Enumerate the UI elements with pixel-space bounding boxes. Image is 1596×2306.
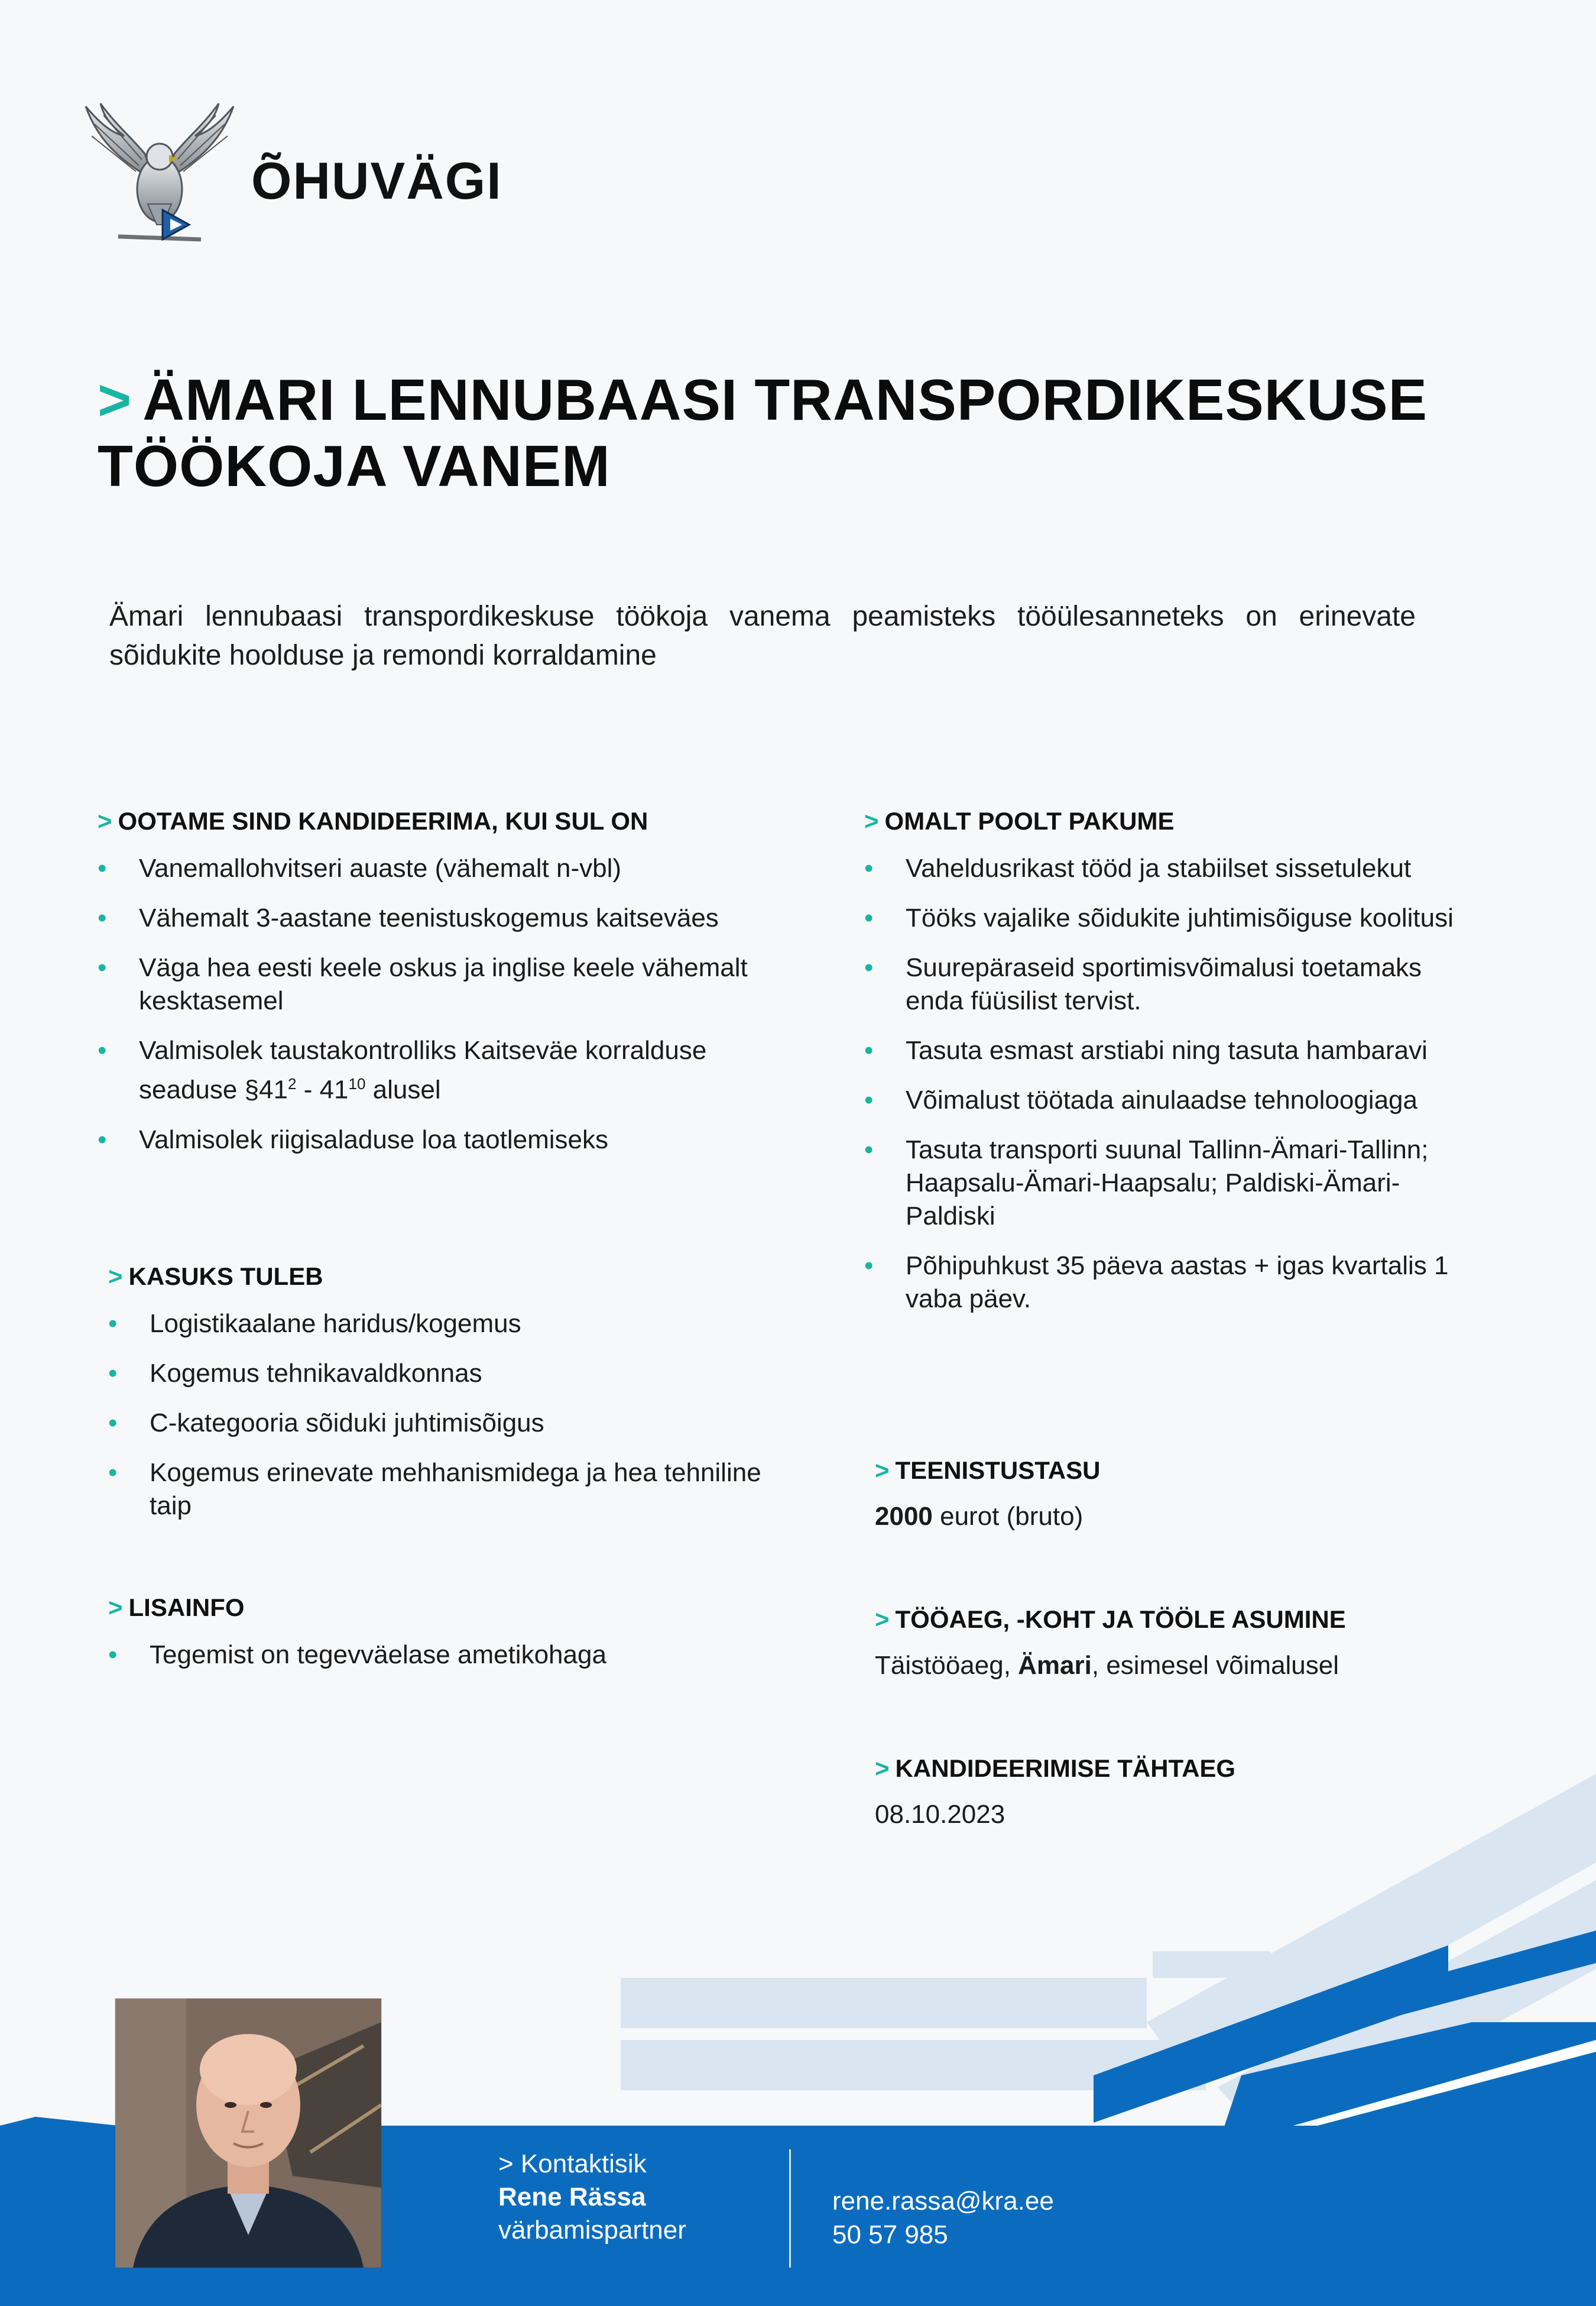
list-item: • Valmisolek riigisaladuse loa taotlemiseks: [98, 1123, 807, 1157]
list-item: • Suurepäraseid sportimisvõimalusi toetamaks enda füüsilist tervist.: [864, 951, 1455, 1018]
list-item: • Tööks vajalike sõidukite juhtimisõiguse koolitusi: [864, 902, 1455, 935]
salary-heading: > TEENISTUSTASU: [875, 1456, 1101, 1484]
extra-info-section: [108, 1594, 806, 1672]
offer-heading: > OMALT POOLT PAKUME: [864, 807, 1175, 835]
salary-value: 2000 eurot (bruto): [875, 1502, 1084, 1531]
contact-role: värbamispartner: [498, 2216, 686, 2245]
contact-phone[interactable]: 50 57 985: [832, 2220, 948, 2249]
title-line-1: ÄMARI LENNUBAASI TRANSPORDIKESKUSE: [142, 367, 1428, 432]
requirements-section: [98, 807, 807, 1157]
list-item: • Tegemist on tegevväelase ametikohaga: [108, 1638, 806, 1672]
job-title: [98, 367, 1516, 499]
list-item: • Vanemallohvitseri auaste (vähemalt n-vbl): [98, 852, 807, 885]
salary-section: [875, 1456, 1466, 1533]
list-item: • Väga hea eesti keele oskus ja inglise keele vähemalt kesktasemel: [98, 951, 807, 1018]
list-item: • Vaheldusrikast tööd ja stabiilset sissetulekut: [864, 852, 1455, 885]
worktime-section: [875, 1605, 1525, 1682]
intro-paragraph: Ämari lennubaasi transpordikeskuse töökoja vanema peamisteks tööülesanneteks on erinevate sõidukite hoolduse ja remondi korraldamine: [109, 601, 1416, 671]
title-line-2: TÖÖKOJA VANEM: [98, 433, 611, 498]
requirements-heading: > OOTAME SIND KANDIDEERIMA, KUI SUL ON: [98, 807, 648, 835]
person-photo-icon: [115, 1999, 381, 2268]
contact-email[interactable]: rene.rassa@kra.ee: [832, 2187, 1054, 2216]
list-item: • Kogemus erinevate mehhanismidega ja hea tehniline taip: [108, 1456, 806, 1523]
eagle-emblem-icon: [83, 101, 236, 260]
list-item: • Põhipuhkust 35 päeva aastas + igas kvartalis 1 vaba päev.: [864, 1249, 1455, 1316]
list-item: • Tasuta transporti suunal Tallinn-Ämari-Tallinn; Haapsalu-Ämari-Haapsalu; Paldiski-Ämari-Paldiski: [864, 1133, 1455, 1233]
list-item: • Tasuta esmast arstiabi ning tasuta hambaravi: [864, 1034, 1455, 1067]
list-item: • Vähemalt 3-aastane teenistuskogemus kaitseväes: [98, 902, 807, 935]
footer-divider: [789, 2149, 791, 2268]
brand-name: ÕHUVÄGI: [251, 151, 502, 210]
extra-info-heading: > LISAINFO: [108, 1594, 245, 1621]
list-item: • Logistikaalane haridus/kogemus: [108, 1307, 806, 1340]
worktime-heading: > TÖÖAEG, -KOHT JA TÖÖLE ASUMINE: [875, 1605, 1346, 1633]
deadline-heading: > KANDIDEERIMISE TÄHTAEG: [875, 1754, 1236, 1782]
contact-photo: [115, 1999, 381, 2268]
title-arrow: >: [98, 367, 132, 432]
list-item: • Valmisolek taustakontrolliks Kaitseväe korralduse seaduse $\S 41^2 - 41^{10}$ alusel: [98, 1034, 807, 1107]
offer-section: [864, 807, 1455, 1316]
advantages-section: [108, 1262, 806, 1523]
list-item: • Võimalust töötada ainulaadse tehnoloogiaga: [864, 1084, 1455, 1117]
contact-label: > Kontaktisik: [498, 2149, 647, 2178]
worktime-value: Täistööaeg, Ämari, esimesel võimalusel: [875, 1651, 1339, 1680]
deadline-date: 08.10.2023: [875, 1800, 1005, 1829]
list-item: • C-kategooria sõiduki juhtimisõigus: [108, 1407, 806, 1440]
list-item: • Kogemus tehnikavaldkonnas: [108, 1357, 806, 1390]
advantages-heading: > KASUKS TULEB: [108, 1262, 323, 1290]
contact-name: Rene Rässa: [498, 2182, 646, 2211]
air-force-emblem: [83, 101, 236, 260]
